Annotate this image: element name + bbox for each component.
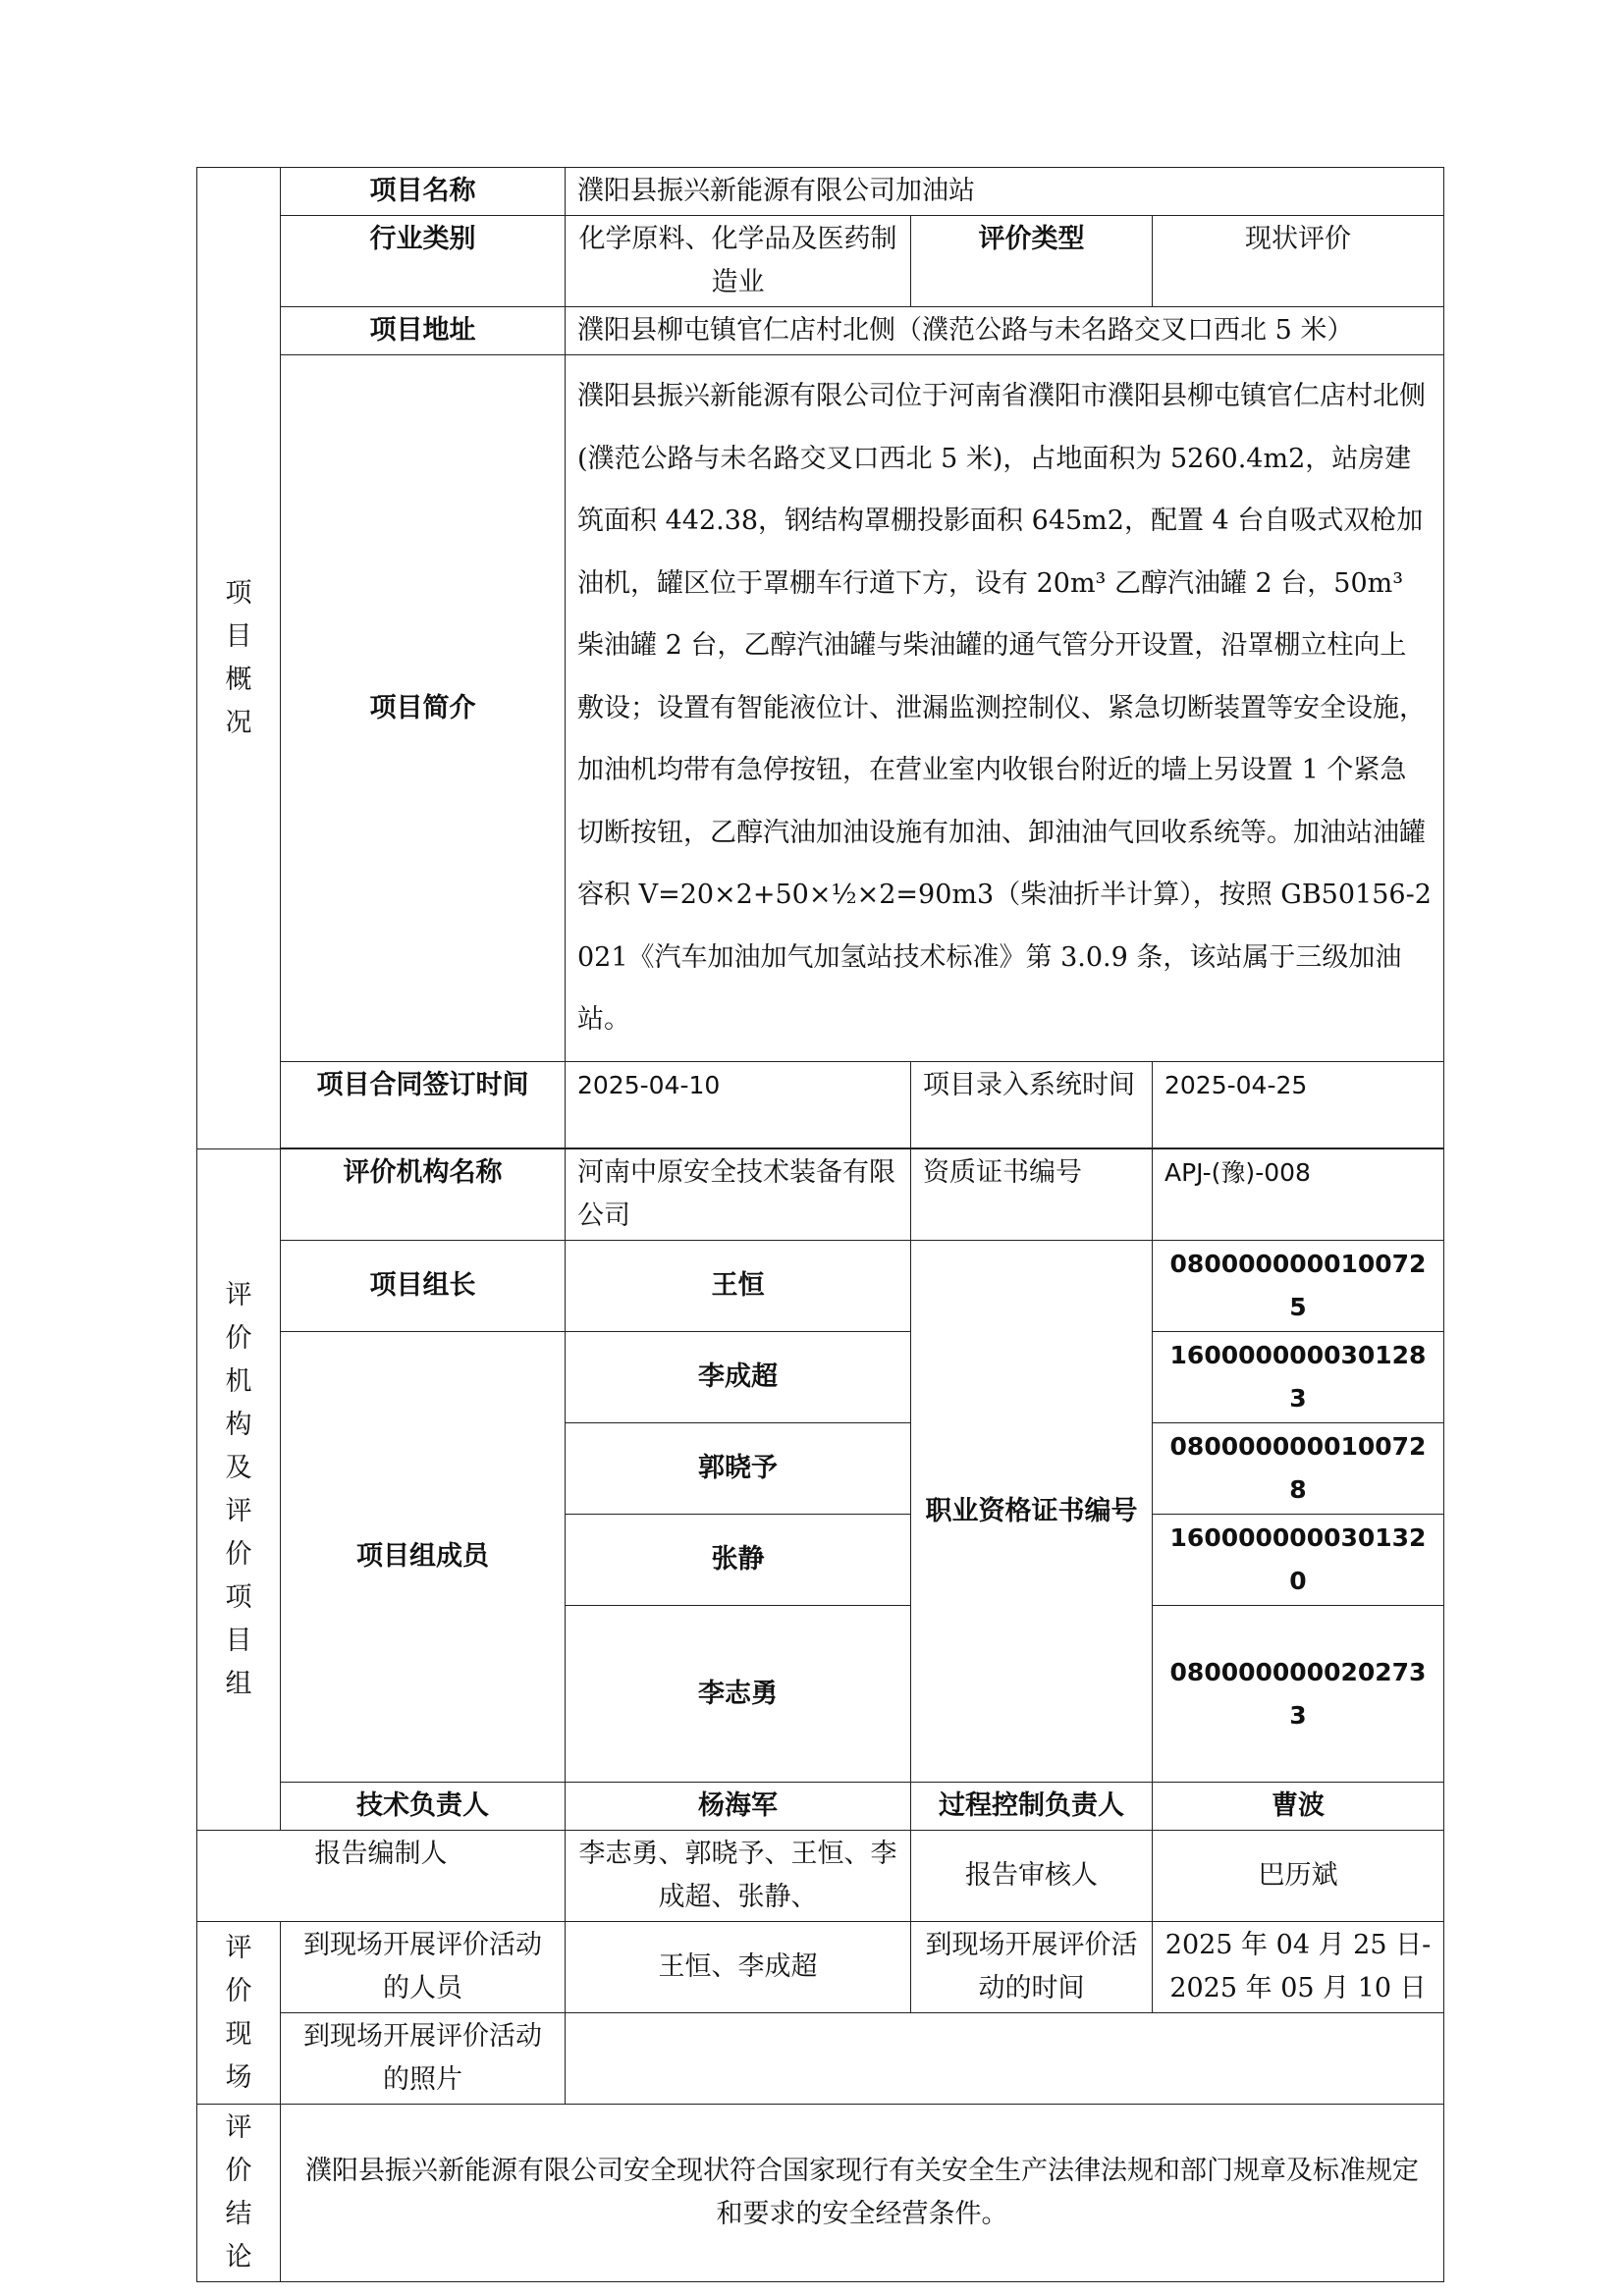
evaluation-info-sheet (196, 167, 1443, 2282)
member-name: 李成超 (566, 1332, 911, 1423)
process-lead-value: 曹波 (1153, 1783, 1444, 1831)
cert-value: APJ-(豫)-008 (1153, 1149, 1444, 1241)
member-cert: 0800000000202733 (1153, 1606, 1444, 1783)
industry-label: 行业类别 (281, 216, 566, 307)
overview-section-label: 项 目 概 况 (197, 168, 281, 1149)
report-author-label: 报告编制人 (197, 1831, 566, 1922)
address-value: 濮阳县柳屯镇官仁店村北侧（濮范公路与未名路交叉口西北 5 米） (566, 307, 1444, 355)
contract-time-value: 2025-04-10 (566, 1062, 911, 1148)
leader-name: 王恒 (566, 1241, 911, 1332)
site-time-label: 到现场开展评价活动的时间 (911, 1922, 1153, 2013)
entry-time-label: 项目录入系统时间 (911, 1062, 1153, 1148)
industry-value: 化学原料、化学品及医药制造业 (566, 216, 911, 307)
site-photo-value (566, 2013, 1444, 2105)
leader-cert: 0800000000100725 (1153, 1241, 1444, 1332)
tech-lead-value: 杨海军 (566, 1783, 911, 1831)
report-reviewer: 巴历斌 (1153, 1831, 1444, 1922)
evaluation-info-table (196, 167, 1444, 2282)
project-name-label: 项目名称 (281, 168, 566, 216)
agency-name-label: 评价机构名称 (281, 1149, 566, 1241)
member-name: 郭晓予 (566, 1423, 911, 1515)
project-name-value: 濮阳县振兴新能源有限公司加油站 (566, 168, 1444, 216)
intro-label: 项目简介 (281, 355, 566, 1062)
members-label: 项目组成员 (281, 1332, 566, 1783)
member-name: 张静 (566, 1515, 911, 1606)
member-name: 李志勇 (566, 1606, 911, 1783)
conclusion-section-label: 评 价 结 论 (197, 2105, 281, 2282)
member-cert: 1600000000301283 (1153, 1332, 1444, 1423)
site-staff-value: 王恒、李成超 (566, 1922, 911, 2013)
leader-label: 项目组长 (281, 1241, 566, 1332)
eval-type-label: 评价类型 (911, 216, 1153, 307)
agency-name-value: 河南中原安全技术装备有限公司 (566, 1149, 911, 1241)
member-cert: 0800000000100728 (1153, 1423, 1444, 1515)
qual-cert-label: 职业资格证书编号 (911, 1241, 1153, 1783)
eval-type-value: 现状评价 (1153, 216, 1444, 307)
entry-time-value: 2025-04-25 (1153, 1062, 1444, 1148)
process-lead-label: 过程控制负责人 (911, 1783, 1153, 1831)
cert-label: 资质证书编号 (911, 1149, 1153, 1241)
report-authors: 李志勇、郭晓予、王恒、李成超、张静、 (566, 1831, 911, 1922)
member-cert: 1600000000301320 (1153, 1515, 1444, 1606)
conclusion-text: 濮阳县振兴新能源有限公司安全现状符合国家现行有关安全生产法律法规和部门规章及标准规定和要求的安全经营条件。 (281, 2105, 1444, 2282)
report-reviewer-label: 报告审核人 (911, 1831, 1153, 1922)
agency-section-label: 评 价 机 构 及 评 价 项 目 组 (197, 1149, 281, 1831)
address-label: 项目地址 (281, 307, 566, 355)
site-staff-label: 到现场开展评价活动的人员 (281, 1922, 566, 2013)
site-section-label: 评 价 现 场 (197, 1922, 281, 2105)
intro-value: 濮阳县振兴新能源有限公司位于河南省濮阳市濮阳县柳屯镇官仁店村北侧(濮范公路与未名路交叉口西北 5 米)，占地面积为 5260.4m2，站房建筑面积 442.38，钢结构罩棚投影面积 645m2，配置 4 台自吸式双枪加油机，罐区位于罩棚车行道下方，设有 20m³ 乙醇汽油罐 2 台，50m³ 柴油罐 2 台，乙醇汽油罐与柴油罐的通气管分开设置，沿罩棚立柱向上敷设；设置有智能液位计、泄漏监测控制仪、紧急切断装置等安全设施，加油机均带有急停按钮，在营业室内收银台附近的墙上另设置 1 个紧急切断按钮，乙醇汽油加油设施有加油、卸油油气回收系统等。加油站油罐容积 V=20×2+50×½×2=90m3（柴油折半计算），按照 GB50156-2021《汽车加油加气加氢站技术标准》第 3.0.9 条，该站属于三级加油站。 (566, 355, 1444, 1062)
site-time-value: 2025 年 04 月 25 日-2025 年 05 月 10 日 (1153, 1922, 1444, 2013)
contract-time-label: 项目合同签订时间 (281, 1062, 566, 1148)
site-photo-label: 到现场开展评价活动的照片 (281, 2013, 566, 2105)
tech-lead-label: 技术负责人 (281, 1783, 566, 1831)
